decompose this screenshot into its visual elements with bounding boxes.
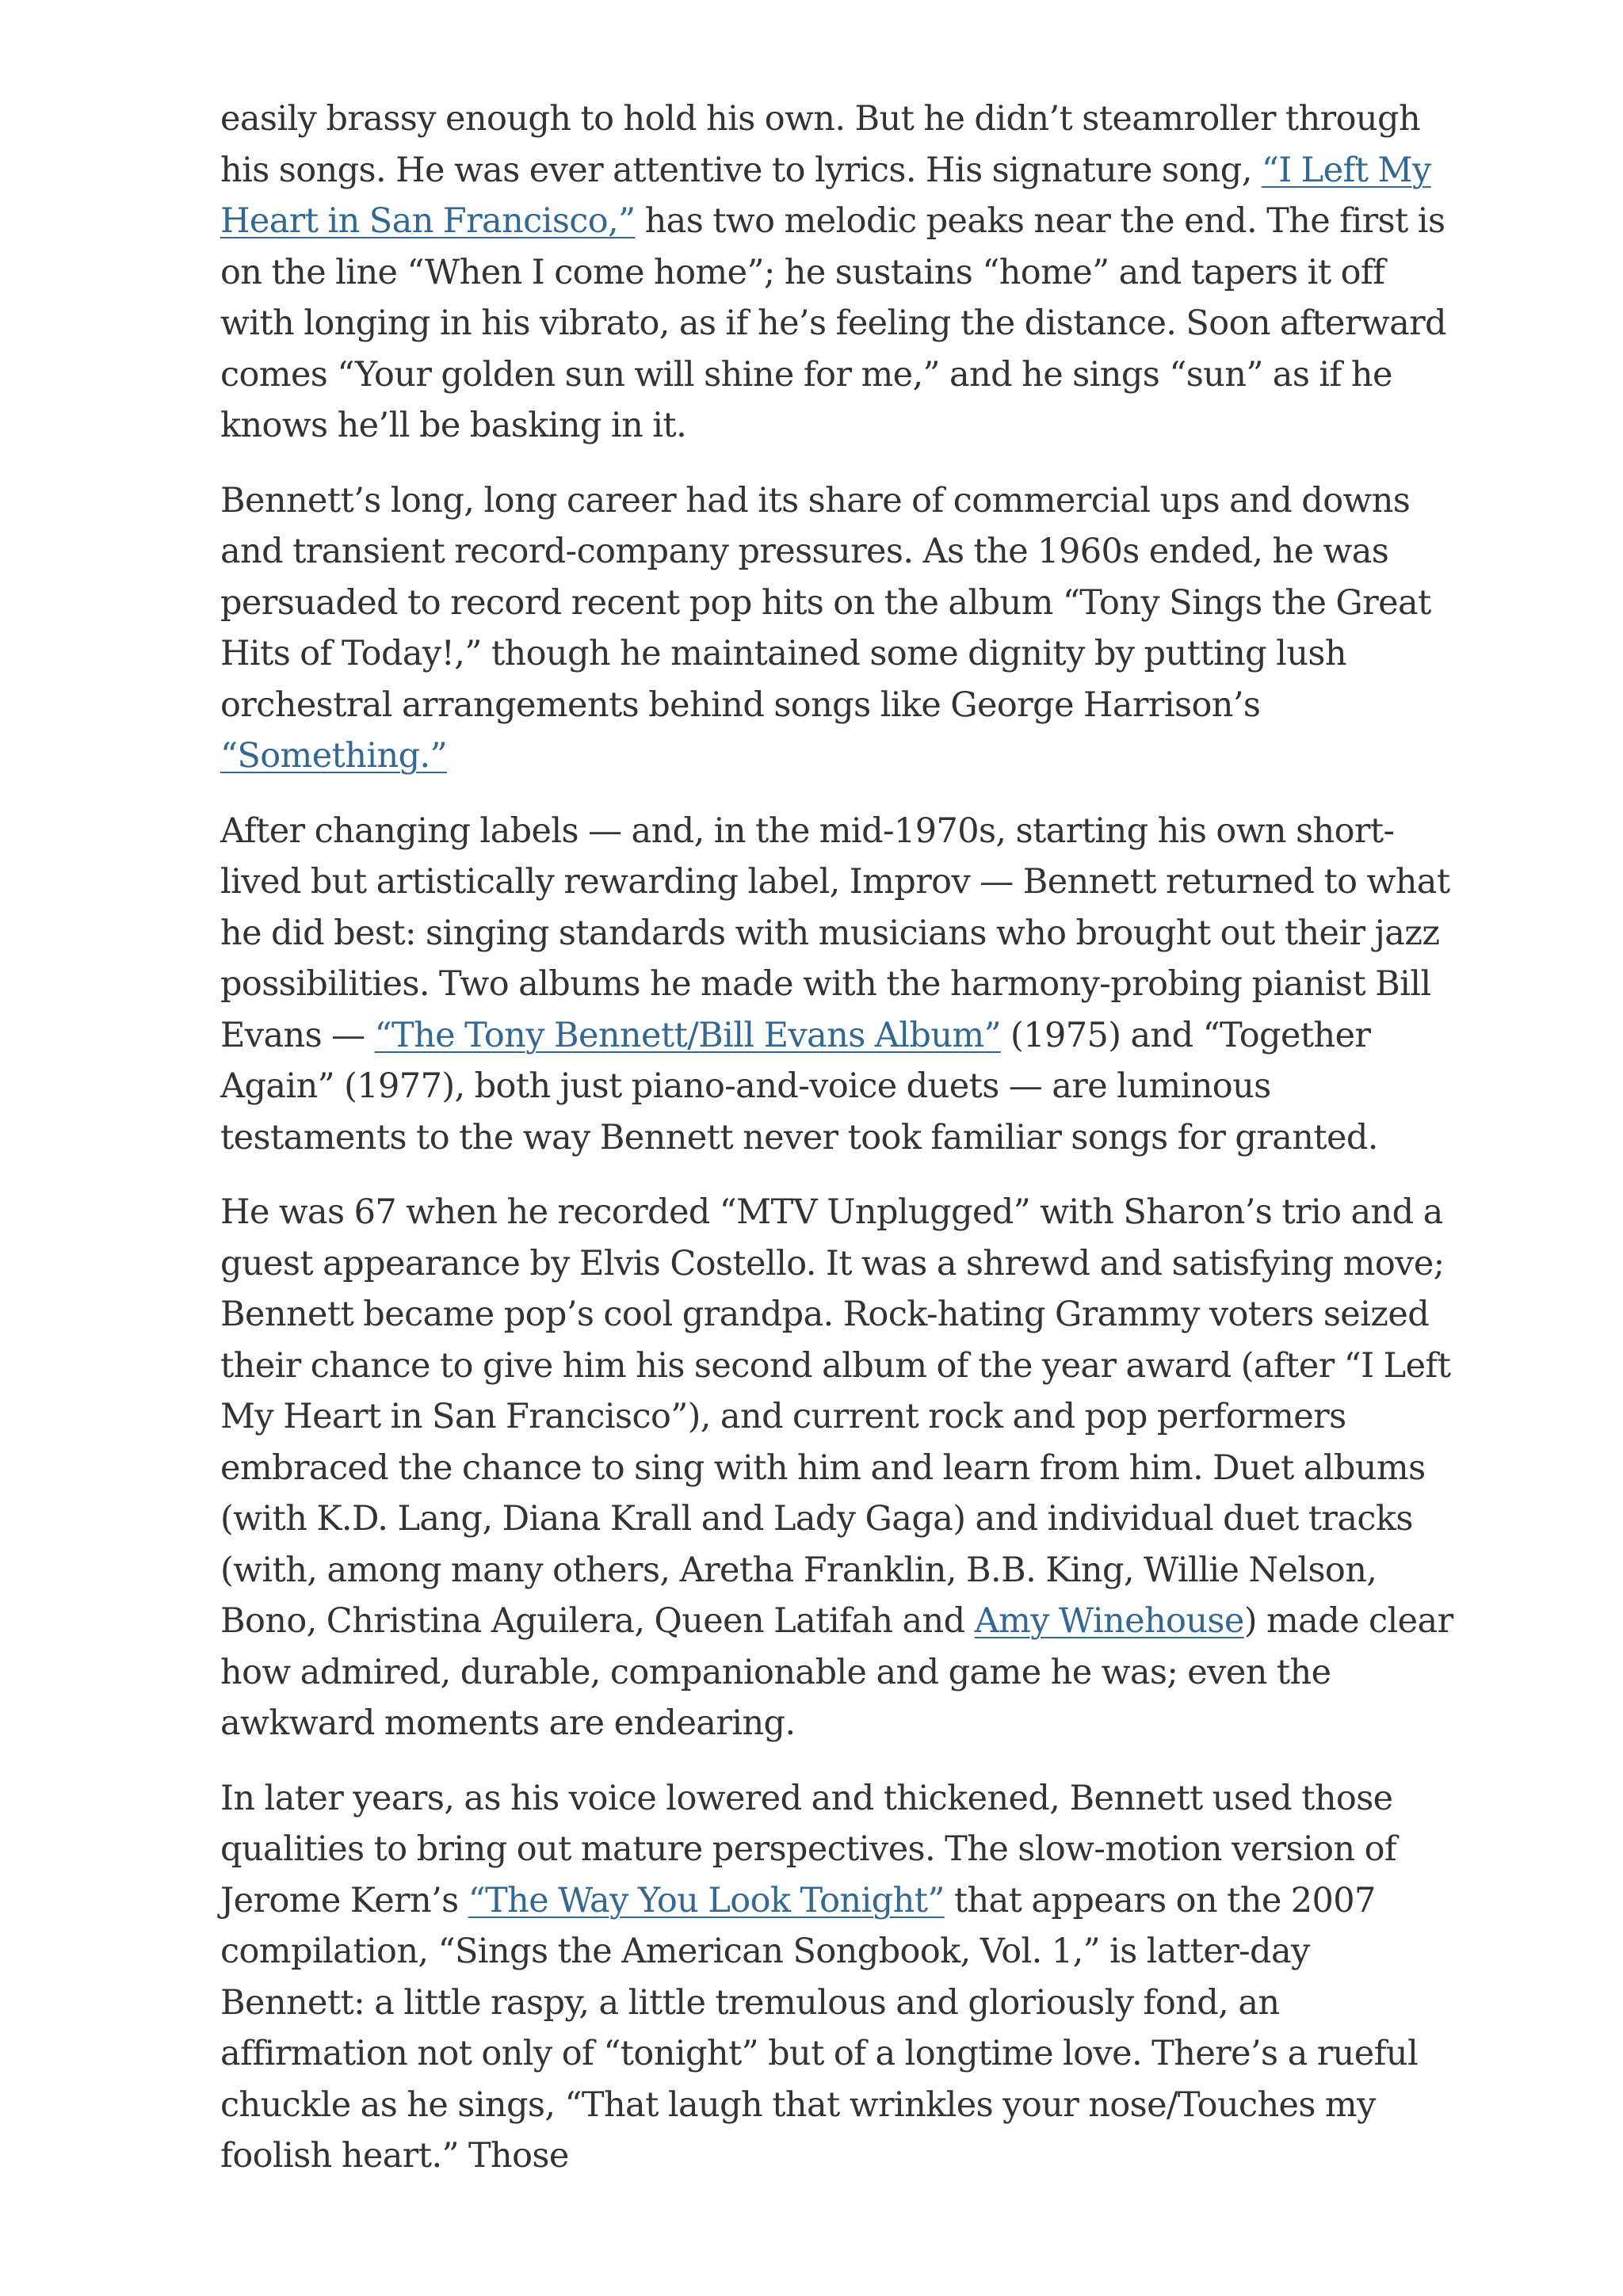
text-run: Bennett’s long, long career had its share of commercial ups and downs and transient record-company pressures. As the 1960s ended, he was persuaded to record recent pop hits on the album “Tony Sings the Great Hits of Today!,” though he maintained some dignity by putting lush orchestral arrangements behind songs like George Harrison’s [220,480,1431,725]
paragraph [220,806,1457,1164]
link-the-way-you-look-tonight[interactable]: “The Way You Look Tonight” [468,1880,945,1920]
text-run: that appears on the 2007 compilation, “Sings the American Songbook, Vol. 1,” is latter-day Bennett: a little raspy, a little tremulous and gloriously fond, an affirmation not only of “tonight” but of a longtime love. There’s a rueful chuckle as he sings, “That laugh that wrinkles your nose/Touches my foolish heart.” Those [220,1880,1419,2176]
text-run: (1975) and “Together Again” (1977), both just piano-and-voice duets — are luminous testaments to the way Bennett never took familiar songs for granted. [220,1015,1378,1158]
text-run: easily brassy enough to hold his own. But he didn’t steamroller through his songs. He was ever attentive to lyrics. His signature song, [220,99,1421,190]
text-run: He was 67 when he recorded “MTV Unplugged” with Sharon’s trio and a guest appearance by Elvis Costello. It was a shrewd and satisfying move; Bennett became pop’s cool grandpa. Rock-hating Grammy voters seized their chance to give him his second album of the year award (after “I Left My Heart in San Francisco”), and current rock and pop performers embraced the chance to sing with him and learn from him. Duet albums (with K.D. Lang, Diana Krall and Lady Gaga) and individual duet tracks (with, among many others, Aretha Franklin, B.B. King, Willie Nelson, Bono, Christina Aguilera, Queen Latifah and [220,1192,1451,1641]
paragraph [220,475,1457,782]
link-amy-winehouse[interactable]: Amy Winehouse [974,1601,1244,1641]
link-something[interactable]: “Something.” [220,736,447,776]
text-run: In later years, as his voice lowered and thickened, Bennett used those qualities to bring out mature perspectives. The slow-motion version of Jerome Kern’s [220,1778,1397,1920]
article-body [220,93,1457,2206]
paragraph [220,1773,1457,2182]
link-i-left-my-heart[interactable]: “I Left My Heart in San Francisco,” [220,150,1431,241]
text-run: has two melodic peaks near the end. The first is on the line “When I come home”; he sustains “home” and tapers it off with longing in his vibrato, as if he’s feeling the distance. Soon afterward comes “Your golden sun will shine for me,” and he sings “sun” as if he knows he’ll be basking in it. [220,201,1446,445]
paragraph [220,1187,1457,1749]
paragraph [220,93,1457,452]
text-run: After changing labels — and, in the mid-1970s, starting his own short-lived but artistically rewarding label, Improv — Bennett returned to what he did best: singing standards with musicians who brought out their jazz possibilities. Two albums he made with the harmony-probing pianist Bill Evans — [220,810,1450,1055]
text-run: ) made clear how admired, durable, companionable and game he was; even the awkward moments are endearing. [220,1601,1453,1743]
link-tony-bennett-bill-evans-album[interactable]: “The Tony Bennett/Bill Evans Album” [374,1015,1001,1055]
